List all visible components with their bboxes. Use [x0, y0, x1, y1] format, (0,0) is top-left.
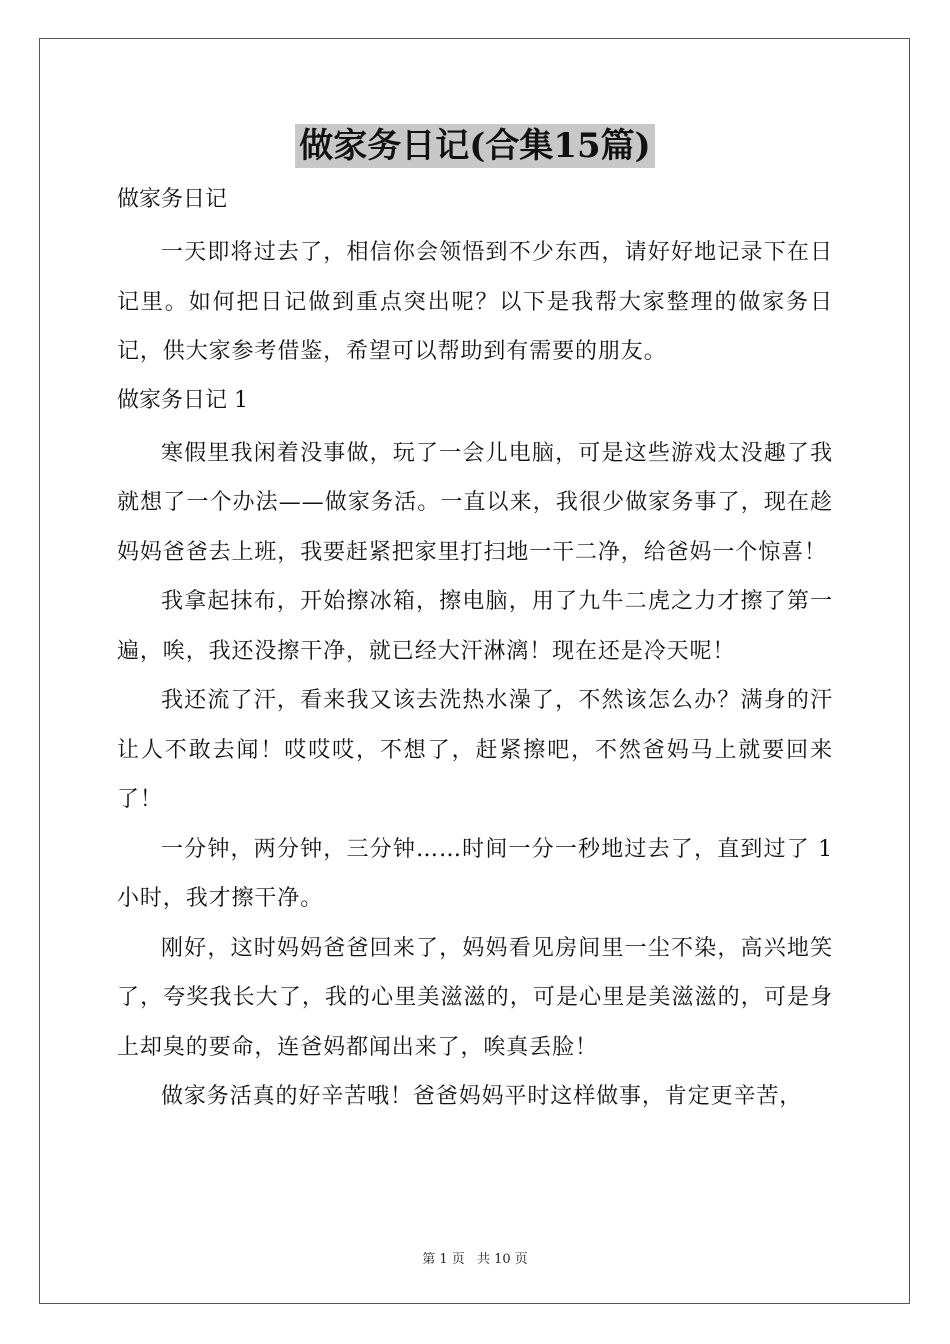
- body-paragraph: 我还流了汗，看来我又该去洗热水澡了，不然该怎么办？满身的汗让人不敢去闻！哎哎哎，不想了，赶紧擦吧，不然爸妈马上就要回来了！: [117, 688, 833, 812]
- intro-heading: 做家务日记: [117, 187, 228, 212]
- body-paragraph: 一分钟，两分钟，三分钟……时间一分一秒地过去了，直到过了 1 小时，我才擦干净。: [117, 836, 833, 911]
- page-footer: [0, 1248, 950, 1267]
- body-paragraph: 做家务活真的好辛苦哦！爸爸妈妈平时这样做事，肯定更辛苦，: [161, 1084, 803, 1109]
- body-paragraph: 刚好，这时妈妈爸爸回来了，妈妈看见房间里一尘不染，高兴地笑了，夸奖我长大了，我的心里美滋滋的，可是心里是美滋滋的，可是身上却臭的要命，连爸妈都闻出来了，唉真丢脸！: [117, 935, 833, 1060]
- document-title: 做家务日记(合集15篇): [295, 124, 655, 168]
- document-body: [117, 178, 833, 1122]
- section-heading: 做家务日记 1: [117, 387, 248, 413]
- body-paragraph: 我拿起抹布，开始擦冰箱，擦电脑，用了九牛二虎之力才擦了第一遍，唉，我还没擦干净，就已经大汗淋漓！现在还是冷天呢！: [117, 589, 833, 664]
- title-container: [0, 124, 950, 168]
- body-paragraph: 寒假里我闲着没事做，玩了一会儿电脑，可是这些游戏太没趣了我就想了一个办法——做家务活。一直以来，我很少做家务事了，现在趁妈妈爸爸去上班，我要赶紧把家里打扫地一干二净，给爸妈一个惊喜！: [117, 440, 833, 565]
- intro-paragraph: 一天即将过去了，相信你会领悟到不少东西，请好好地记录下在日记里。如何把日记做到重点突出呢？以下是我帮大家整理的做家务日记，供大家参考借鉴，希望可以帮助到有需要的朋友。: [117, 240, 833, 364]
- page-total: 共 10 页: [476, 1252, 528, 1267]
- page-number: 第 1 页: [422, 1252, 465, 1267]
